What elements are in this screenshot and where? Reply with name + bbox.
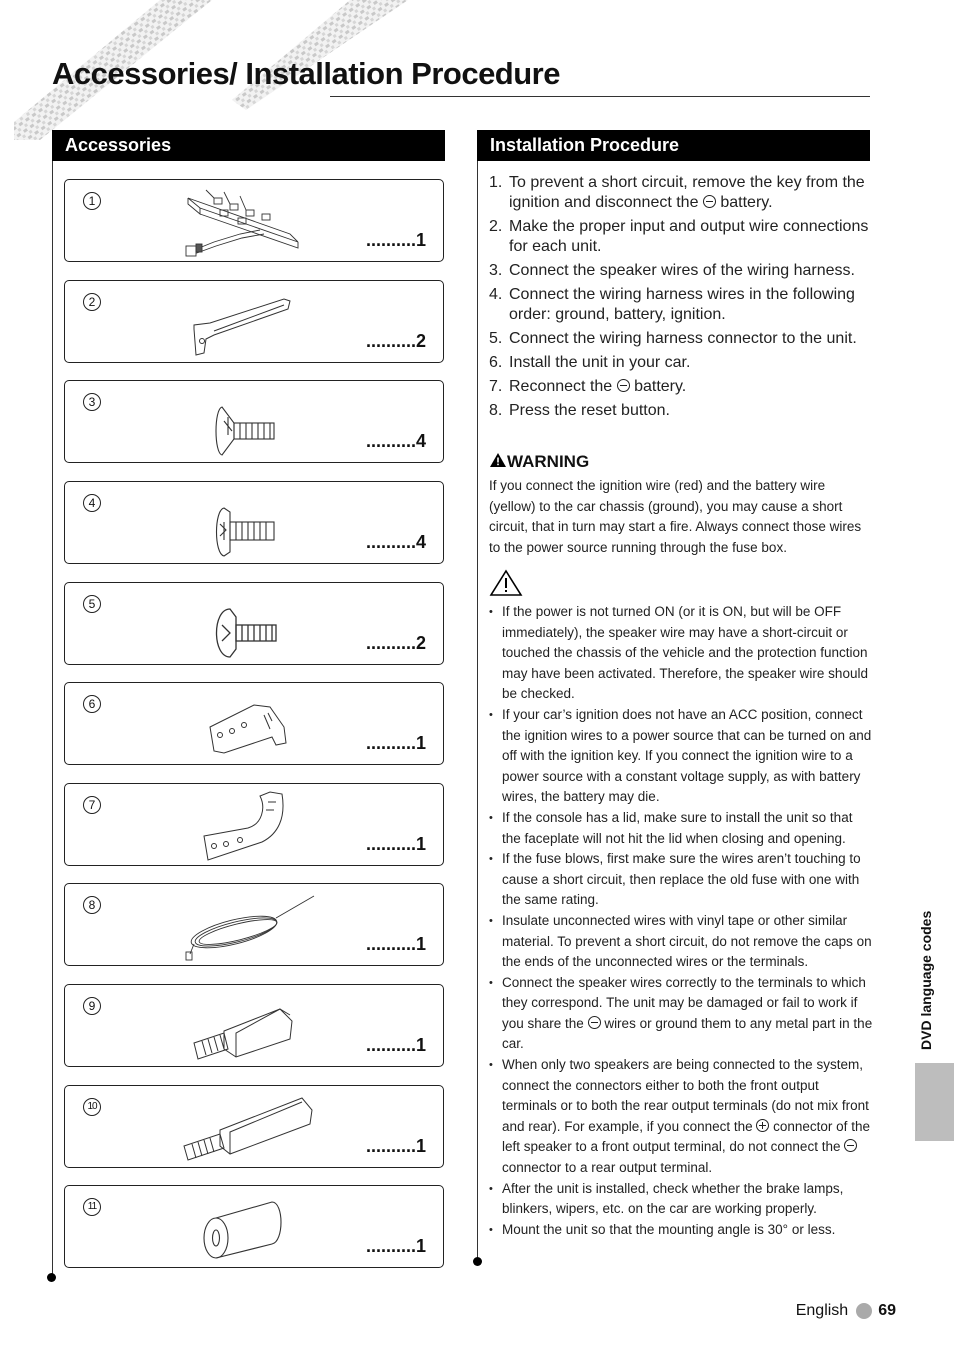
accessory-item-6 <box>64 682 444 765</box>
step-text: Install the unit in your car. <box>509 354 691 371</box>
step-number: 3. <box>489 262 503 279</box>
warning-icon <box>489 452 507 468</box>
installation-step <box>489 401 873 421</box>
wiring-harness-icon <box>180 184 310 260</box>
accessory-item-7 <box>64 783 444 866</box>
caution-item <box>489 973 873 1055</box>
accessory-item-11 <box>64 1185 444 1268</box>
caution-item: • Mount the unit so that the mounting angle is 30° or less. <box>489 1220 873 1241</box>
accessory-item-10 <box>64 1085 444 1168</box>
item-number: 2 <box>83 293 101 311</box>
caution-item: • If the console has a lid, make sure to install the unit so that the faceplate will not hit the lid when closing and opening. <box>489 808 873 849</box>
installation-step <box>489 261 873 281</box>
step-number: 4. <box>489 286 503 303</box>
item-quantity: ..........1 <box>365 733 426 753</box>
coiled-wire-icon <box>180 888 320 964</box>
accessories-header: Accessories <box>52 130 445 161</box>
step-text: Connect the wiring harness wires in the following order: ground, battery, ignition. <box>509 286 855 323</box>
pan-head-screw-icon <box>180 486 310 562</box>
installation-column-rule <box>477 161 478 1261</box>
step-text: Press the reset button. <box>509 402 670 419</box>
item-number: 7 <box>83 796 101 814</box>
title-rule <box>330 96 870 97</box>
installation-step <box>489 285 873 325</box>
caution-item: • If the fuse blows, first make sure the wires aren’t touching to cause a short circuit, then replace the old fuse with one with the same rating. <box>489 849 873 911</box>
bent-bracket-icon <box>180 788 310 864</box>
minus-terminal-icon <box>617 379 630 392</box>
accessory-item-2 <box>64 280 444 363</box>
caution-icon <box>489 569 523 597</box>
item-quantity: ..........1 <box>365 934 426 954</box>
extraction-key-icon <box>180 285 310 361</box>
flat-head-screw-icon <box>180 385 310 461</box>
accessory-item-3 <box>64 380 444 463</box>
item-quantity: ..........2 <box>365 633 426 653</box>
installation-steps <box>489 173 873 425</box>
step-number: 5. <box>489 330 503 347</box>
short-hex-bolt-icon <box>180 989 310 1065</box>
item-number: 11 <box>83 1198 101 1216</box>
caution-text: When only two speakers are being connected to the system, connect the connectors either to both the front output terminals or to both the rear output terminals (do not mix front and rear). For example, if you connect the <box>502 1057 869 1134</box>
step-text: Connect the wiring harness connector to the unit. <box>509 330 857 347</box>
step-number: 8. <box>489 402 503 419</box>
plus-terminal-icon <box>756 1119 769 1132</box>
accessory-item-8 <box>64 883 444 966</box>
item-number: 4 <box>83 494 101 512</box>
accessory-item-1 <box>64 179 444 262</box>
warning-text: If you connect the ignition wire (red) and the battery wire (yellow) to the car chassis (ground), you may cause a short circuit, that in turn may start a fire. Always connect those wires to the power source running through the fuse box. <box>489 478 862 555</box>
caution-text: connector of the left speaker to a front output terminal, do not connect the <box>502 1118 870 1155</box>
step-number: 2. <box>489 218 503 235</box>
caution-item: • If your car’s ignition does not have an ACC position, connect the ignition wires to a power source that can be turned on and off with the ignition key. If you connect the ignition wire to a power source with a constant voltage supply, as with battery wires, the battery may die. <box>489 705 873 808</box>
item-number: 6 <box>83 695 101 713</box>
accessory-item-5 <box>64 582 444 665</box>
caution-text: Connect the speaker wires correctly to the terminals to which they correspond. The unit may be damaged or fail to work if you share the <box>502 974 866 1031</box>
item-number: 1 <box>83 192 101 210</box>
caution-list <box>489 602 873 1240</box>
installation-step <box>489 377 873 397</box>
accessory-item-4 <box>64 481 444 564</box>
accessories-column-rule <box>52 161 53 1277</box>
item-quantity: ..........4 <box>365 431 426 451</box>
item-number: 5 <box>83 595 101 613</box>
caution-item: • Insulate unconnected wires with vinyl tape or other similar material. To prevent a short circuit, do not remove the caps on the ends of the unconnected wires or the terminals. <box>489 911 873 973</box>
item-number: 10 <box>83 1098 101 1116</box>
footer-dot-icon <box>856 1303 872 1319</box>
minus-terminal-icon <box>703 195 716 208</box>
rubber-bushing-icon <box>180 1190 310 1266</box>
item-quantity: ..........2 <box>365 331 426 351</box>
caution-item: • After the unit is installed, check whether the brake lamps, blinkers, wipers, etc. on the car are working properly. <box>489 1179 873 1220</box>
item-quantity: ..........1 <box>365 1136 426 1156</box>
warning-heading <box>489 452 589 472</box>
caution-item <box>489 1055 873 1179</box>
step-text: To prevent a short circuit, remove the key from the ignition and disconnect the <box>509 174 865 211</box>
item-quantity: ..........1 <box>365 230 426 250</box>
item-number: 3 <box>83 393 101 411</box>
item-quantity: ..........4 <box>365 532 426 552</box>
caution-text: wires or ground them to any metal part in the car. <box>502 1015 873 1052</box>
item-quantity: ..........1 <box>365 1035 426 1055</box>
step-number: 7. <box>489 378 503 395</box>
item-quantity: ..........1 <box>365 834 426 854</box>
step-number: 6. <box>489 354 503 371</box>
step-text: battery. <box>629 378 687 395</box>
column-end-dot <box>473 1257 482 1266</box>
step-text: Make the proper input and output wire connections for each unit. <box>509 218 869 255</box>
bracket-icon <box>180 687 310 763</box>
column-end-dot <box>47 1273 56 1282</box>
item-number: 8 <box>83 896 101 914</box>
page-footer <box>796 1302 896 1320</box>
caution-item: • If the power is not turned ON (or it is ON, but will be OFF immediately), the speaker wire may have a short-circuit or touched the chassis of the vehicle and the protection function may have been activated. Therefore, the speaker wire should be checked. <box>489 602 873 705</box>
step-text: Reconnect the <box>509 378 617 395</box>
side-tab-label: DVD language codes <box>918 910 934 1050</box>
footer-language: English <box>795 1302 849 1319</box>
item-number: 9 <box>83 997 101 1015</box>
step-text: Connect the speaker wires of the wiring harness. <box>509 262 855 279</box>
minus-terminal-icon <box>588 1016 601 1029</box>
minus-terminal-icon <box>844 1139 857 1152</box>
installation-header: Installation Procedure <box>477 130 870 161</box>
warning-label: WARNING <box>507 452 590 471</box>
long-hex-bolt-icon <box>180 1090 320 1166</box>
caution-text: connector to a rear output terminal. <box>502 1160 713 1176</box>
accessory-item-9 <box>64 984 444 1067</box>
installation-step <box>489 329 873 349</box>
installation-step <box>489 217 873 257</box>
installation-step <box>489 353 873 373</box>
item-quantity: ..........1 <box>365 1236 426 1256</box>
round-head-screw-icon <box>180 587 310 663</box>
page-number: 69 <box>878 1302 896 1319</box>
installation-step <box>489 173 873 213</box>
step-number: 1. <box>489 174 503 191</box>
side-tab-marker <box>915 1063 954 1141</box>
step-text: battery. <box>715 194 773 211</box>
page-title: Accessories/ Installation Procedure <box>52 56 560 91</box>
